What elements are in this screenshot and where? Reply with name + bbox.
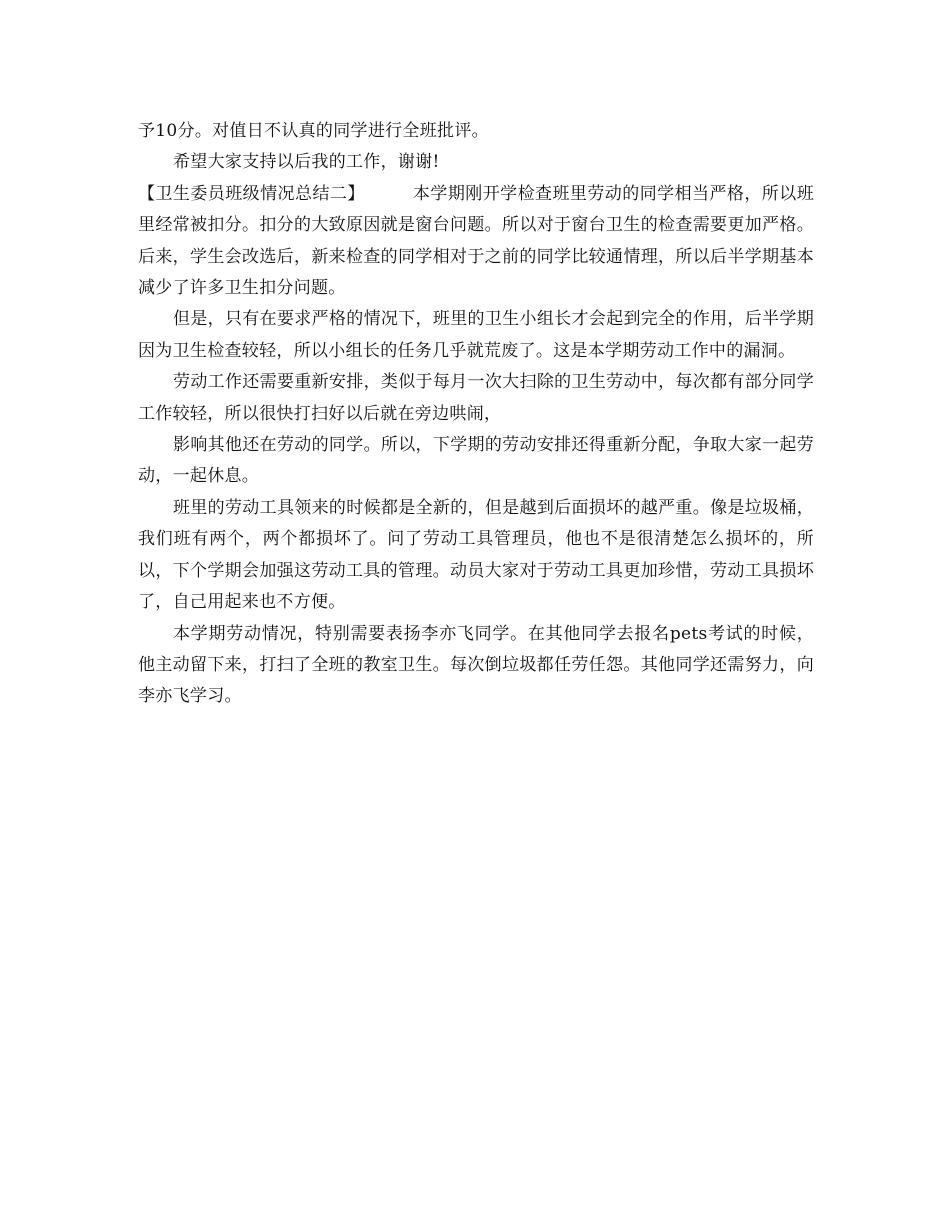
paragraph-labor-redistribution: 影响其他还在劳动的同学。所以，下学期的劳动安排还得重新分配，争取大家一起劳动，一起休息。 xyxy=(138,435,814,487)
paragraph-continuation: 予10分。对值日不认真的同学进行全班批评。 xyxy=(138,121,489,141)
document-body xyxy=(138,116,814,713)
paragraph-thanks: 希望大家支持以后我的工作，谢谢! xyxy=(173,152,440,173)
paragraph-tools: 班里的劳动工具领来的时候都是全新的，但是越到后面损坏的越严重。像是垃圾桶，我们班有两个，两个都损坏了。问了劳动工具管理员，他也不是很清楚怎么损坏的，所以，下个学期会加强这劳动工具的管理。动员大家对于劳动工具更加珍惜，劳动工具损坏了，自己用起来也不方便。 xyxy=(138,497,814,613)
paragraph-inspection: 但是，只有在要求严格的情况下，班里的卫生小组长才会起到完全的作用，后半学期因为卫生检查较轻，所以小组长的任务几乎就荒废了。这是本学期劳动工作中的漏洞。 xyxy=(138,309,814,361)
paragraph-praise: 本学期劳动情况，特别需要表扬李亦飞同学。在其他同学去报名pets考试的时候，他主动留下来，打扫了全班的教室卫生。每次倒垃圾都任劳任怨。其他同学还需努力，向李亦飞学习。 xyxy=(138,623,814,707)
section-text: 本学期刚开学检查班里劳动的同学相当严格，所以班里经常被扣分。扣分的大致原因就是窗台问题。所以对于窗台卫生的检查需要更加严格。后来，学生会改选后，新来检查的同学相对于之前的同学比较通情理，所以后半学期基本减少了许多卫生扣分问题。 xyxy=(138,183,814,299)
paragraph-labor-arrangement: 劳动工作还需要重新安排，类似于每月一次大扫除的卫生劳动中，每次都有部分同学工作较轻，所以很快打扫好以后就在旁边哄闹， xyxy=(138,372,814,424)
section-title: 【卫生委员班级情况总结二】 xyxy=(138,183,365,204)
section-paragraph xyxy=(138,179,814,305)
